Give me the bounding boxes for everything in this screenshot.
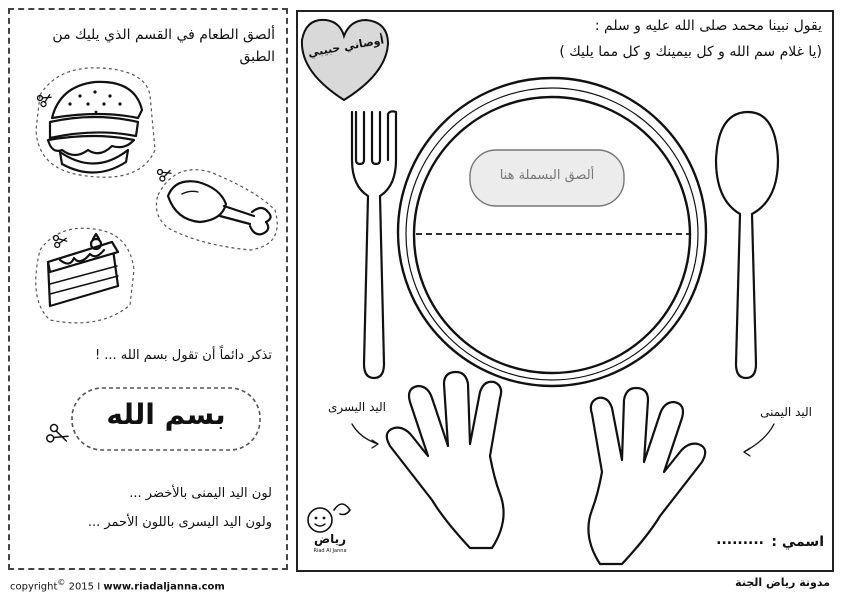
right-hand-label: اليد اليمنى: [760, 405, 812, 419]
logo-text: رياض: [313, 532, 347, 546]
copyright-symbol: ©: [57, 578, 66, 587]
footer-copyright: [10, 578, 225, 592]
logo-subtext: Riad Al Janna: [313, 548, 347, 554]
hadith-line-2: (يا غلام سم الله و كل بيمينك و كل مما يليك ): [559, 44, 822, 60]
bismillah-label[interactable]: بسم الله: [106, 398, 226, 431]
copyright-word: copyright: [10, 581, 58, 593]
remember-bismillah-text: تذكر دائماً أن تقول بسم الله ... !: [94, 348, 272, 363]
color-right-hand-text: لون اليد اليمنى بالأخضر ...: [129, 486, 272, 501]
name-field-label: اسمي :: [771, 534, 824, 550]
paste-food-instruction: ألصق الطعام في القسم الذي يليك من الطبق: [52, 27, 275, 65]
hadith-line-1: يقول نبينا محمد صلى الله عليه و سلم :: [594, 18, 822, 34]
copyright-year: 2015 I: [68, 581, 101, 593]
blog-name: مدونة رياض الجنة: [735, 576, 830, 589]
heart-badge-text: أوصاني حبيبي: [306, 33, 386, 60]
left-hand-label: اليد اليسرى: [327, 400, 386, 414]
website-link[interactable]: www.riadaljanna.com: [103, 581, 225, 593]
name-field-input[interactable]: .........: [716, 532, 764, 548]
paste-bismillah-here-label[interactable]: ألصق البسملة هنا: [499, 168, 595, 183]
color-left-hand-text: ولون اليد اليسرى باللون الأحمر ...: [87, 515, 272, 530]
